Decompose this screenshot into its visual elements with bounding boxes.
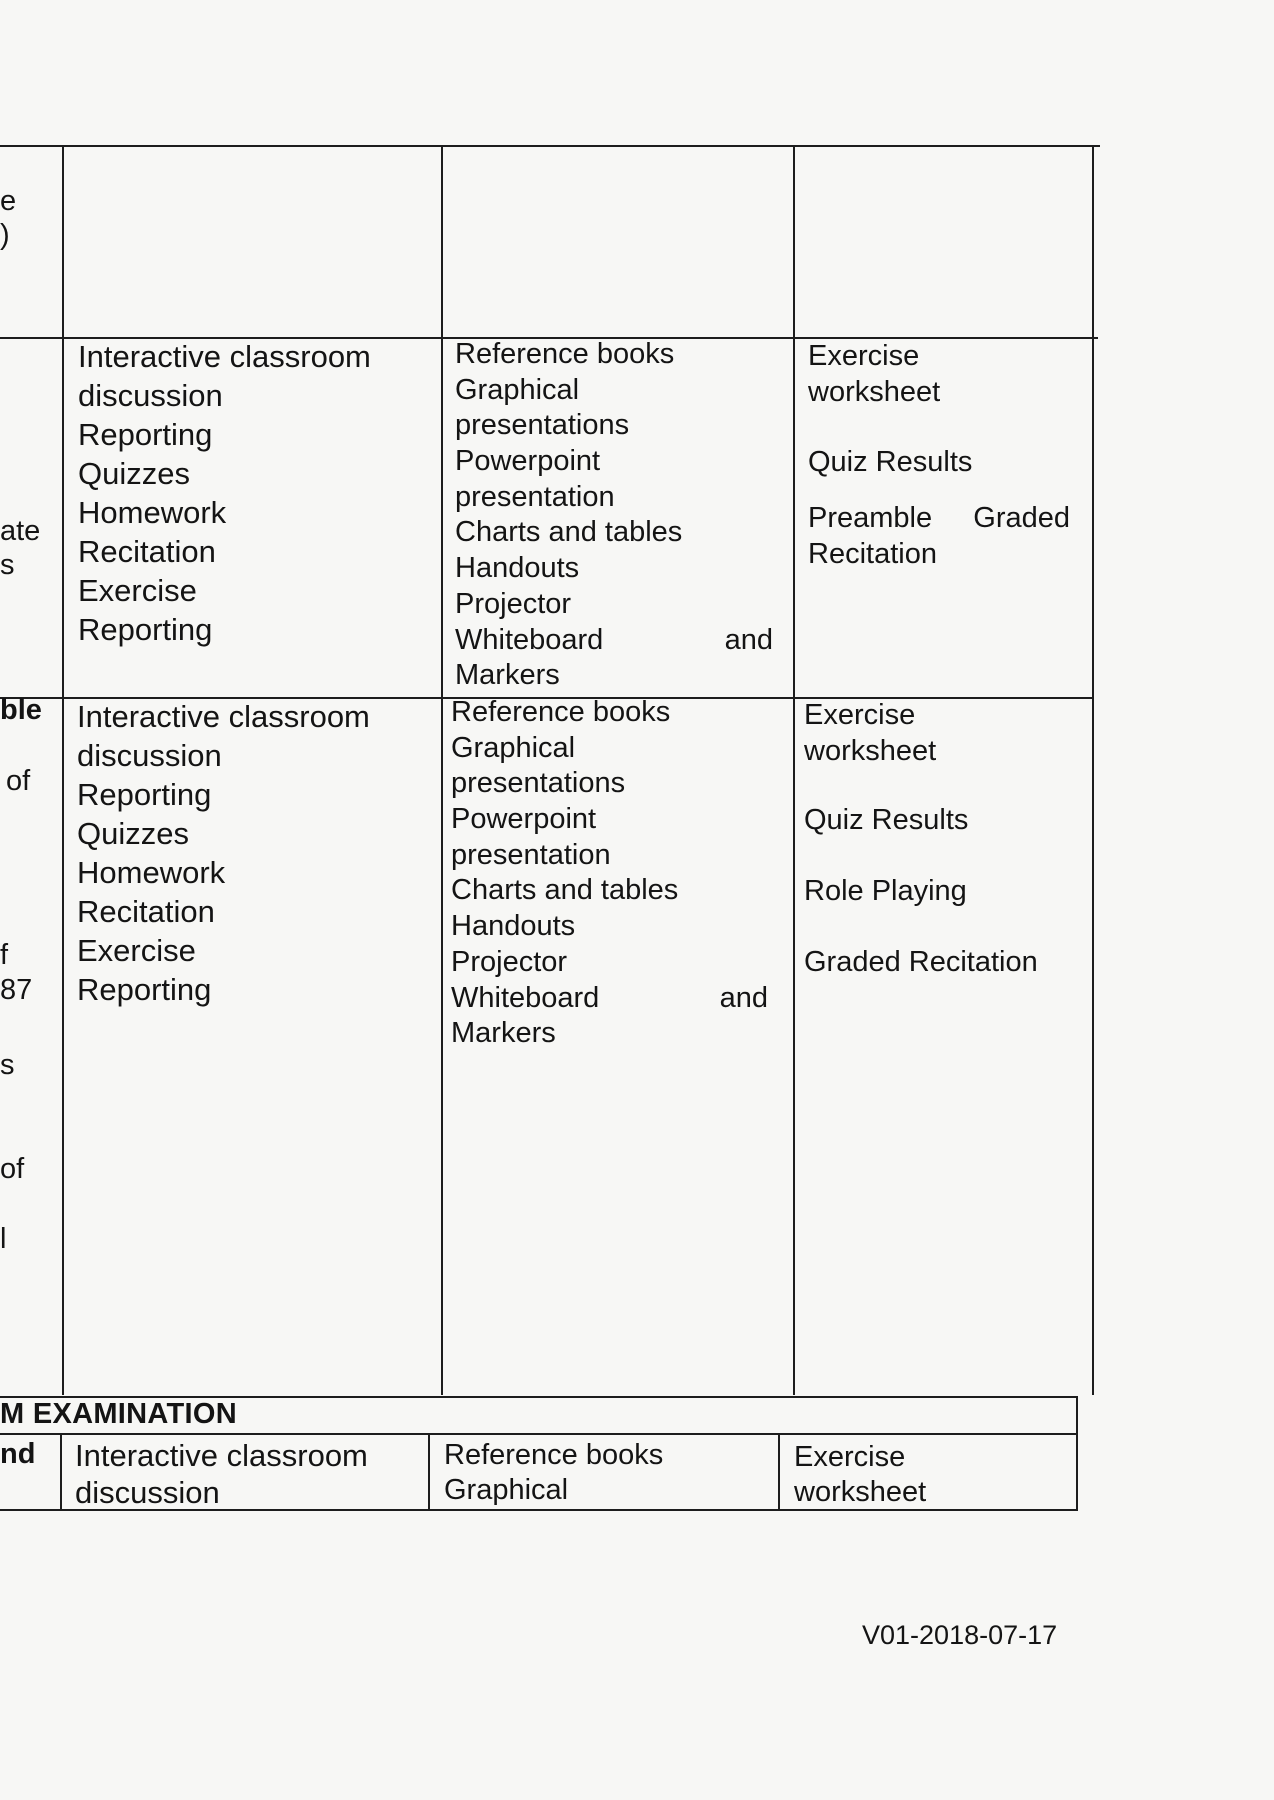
activity-item: discussion — [77, 738, 222, 773]
resource-item: Markers — [455, 659, 560, 692]
left-fragment-row3-l: l — [0, 1223, 7, 1255]
col2-left-border-last-row — [428, 1433, 430, 1510]
row1-resources-list — [455, 337, 773, 694]
assessment-item: worksheet — [794, 1476, 927, 1508]
assessment-item-justified: Preamble Graded — [808, 502, 1070, 534]
resource-item: Reference books — [444, 1439, 664, 1471]
assessment-item: Role Playing — [804, 875, 967, 907]
row2-activities-list — [77, 697, 370, 1009]
resource-item: Reference books — [451, 696, 671, 728]
activity-item: Exercise — [77, 933, 196, 968]
left-fragment-row3-of: of — [6, 765, 31, 797]
activity-item: Reporting — [77, 777, 212, 812]
resource-item-justified: Whiteboard and — [455, 623, 773, 656]
left-fragment-row1: e ) — [0, 185, 17, 251]
activity-item: Exercise — [78, 573, 197, 608]
col3-left-border-last-row — [778, 1433, 780, 1510]
resource-item: Powerpoint — [455, 445, 601, 478]
resource-item: Reference books — [455, 338, 675, 370]
col3-left-border — [793, 145, 795, 1395]
activity-item: Interactive classroom — [77, 699, 370, 734]
activity-item: Quizzes — [77, 816, 189, 851]
resource-item: Charts and tables — [455, 516, 683, 549]
assessment-item: worksheet — [804, 735, 937, 767]
row1-assessment-list — [808, 338, 1070, 572]
row3-assessment-list — [794, 1440, 926, 1510]
activity-item: Interactive classroom — [78, 339, 371, 374]
assessment-item: Graded Recitation — [804, 946, 1038, 978]
activity-item: discussion — [78, 378, 223, 413]
left-fragment-row3-s: s — [0, 1049, 15, 1081]
activity-item: Homework — [77, 855, 226, 890]
table-right-border — [1092, 145, 1094, 1395]
activity-item: Recitation — [77, 894, 215, 929]
assessment-item: Exercise — [808, 340, 920, 372]
table-top-border — [0, 145, 1100, 147]
table-right-border-bottom — [1076, 1396, 1078, 1510]
activity-item: Reporting — [78, 612, 213, 647]
assessment-item: Exercise — [804, 699, 916, 731]
exam-row-bottom-border — [0, 1433, 1078, 1435]
resource-item: Markers — [451, 1017, 556, 1050]
activity-item: Interactive classroom — [75, 1438, 368, 1473]
row2-assessment-list — [804, 697, 1066, 980]
resource-item: Projector — [455, 587, 572, 620]
exam-banner: M EXAMINATION — [0, 1398, 237, 1430]
assessment-item: worksheet — [808, 376, 941, 408]
activity-item: Homework — [78, 495, 227, 530]
resource-item: Graphical — [455, 373, 580, 406]
row3-activities-list — [75, 1437, 368, 1511]
assessment-item: Exercise — [794, 1441, 906, 1473]
resource-item: presentations — [451, 767, 626, 800]
left-fragment-row2: ate s — [0, 515, 41, 581]
col1-left-border-last-row — [60, 1433, 62, 1510]
row3-resources-list — [444, 1438, 663, 1508]
left-fragment-row3-87: 87 — [0, 974, 33, 1006]
resource-item: Graphical — [451, 731, 576, 764]
activity-item: discussion — [75, 1475, 220, 1510]
resource-item: presentations — [455, 409, 630, 442]
col1-left-border — [62, 145, 64, 1395]
resource-item: Handouts — [451, 910, 576, 943]
resource-item: presentation — [451, 838, 611, 871]
left-fragment-row3-heading: ble — [0, 694, 42, 726]
resource-item: presentation — [455, 480, 615, 513]
resource-item: Charts and tables — [451, 874, 679, 907]
assessment-item: Quiz Results — [808, 446, 973, 478]
left-fragment-row3-of2: of — [0, 1153, 25, 1185]
left-fragment-row4: nd — [0, 1438, 36, 1470]
resource-item: Handouts — [455, 552, 580, 585]
assessment-item: Quiz Results — [804, 804, 969, 836]
version-footer: V01-2018-07-17 — [862, 1620, 1058, 1650]
activity-item: Recitation — [78, 534, 216, 569]
row2-resources-list — [451, 695, 768, 1052]
resource-item-justified: Whiteboard and — [451, 981, 768, 1014]
resource-item: Powerpoint — [451, 803, 597, 836]
resource-item: Projector — [451, 945, 568, 978]
col2-left-border — [441, 145, 443, 1395]
activity-item: Reporting — [77, 972, 212, 1007]
resource-item: Graphical — [444, 1474, 569, 1506]
row1-activities-list — [78, 337, 371, 649]
activity-item: Quizzes — [78, 456, 190, 491]
assessment-item: Recitation — [808, 538, 937, 570]
activity-item: Reporting — [78, 417, 213, 452]
left-fragment-row3-f: f — [0, 939, 9, 971]
